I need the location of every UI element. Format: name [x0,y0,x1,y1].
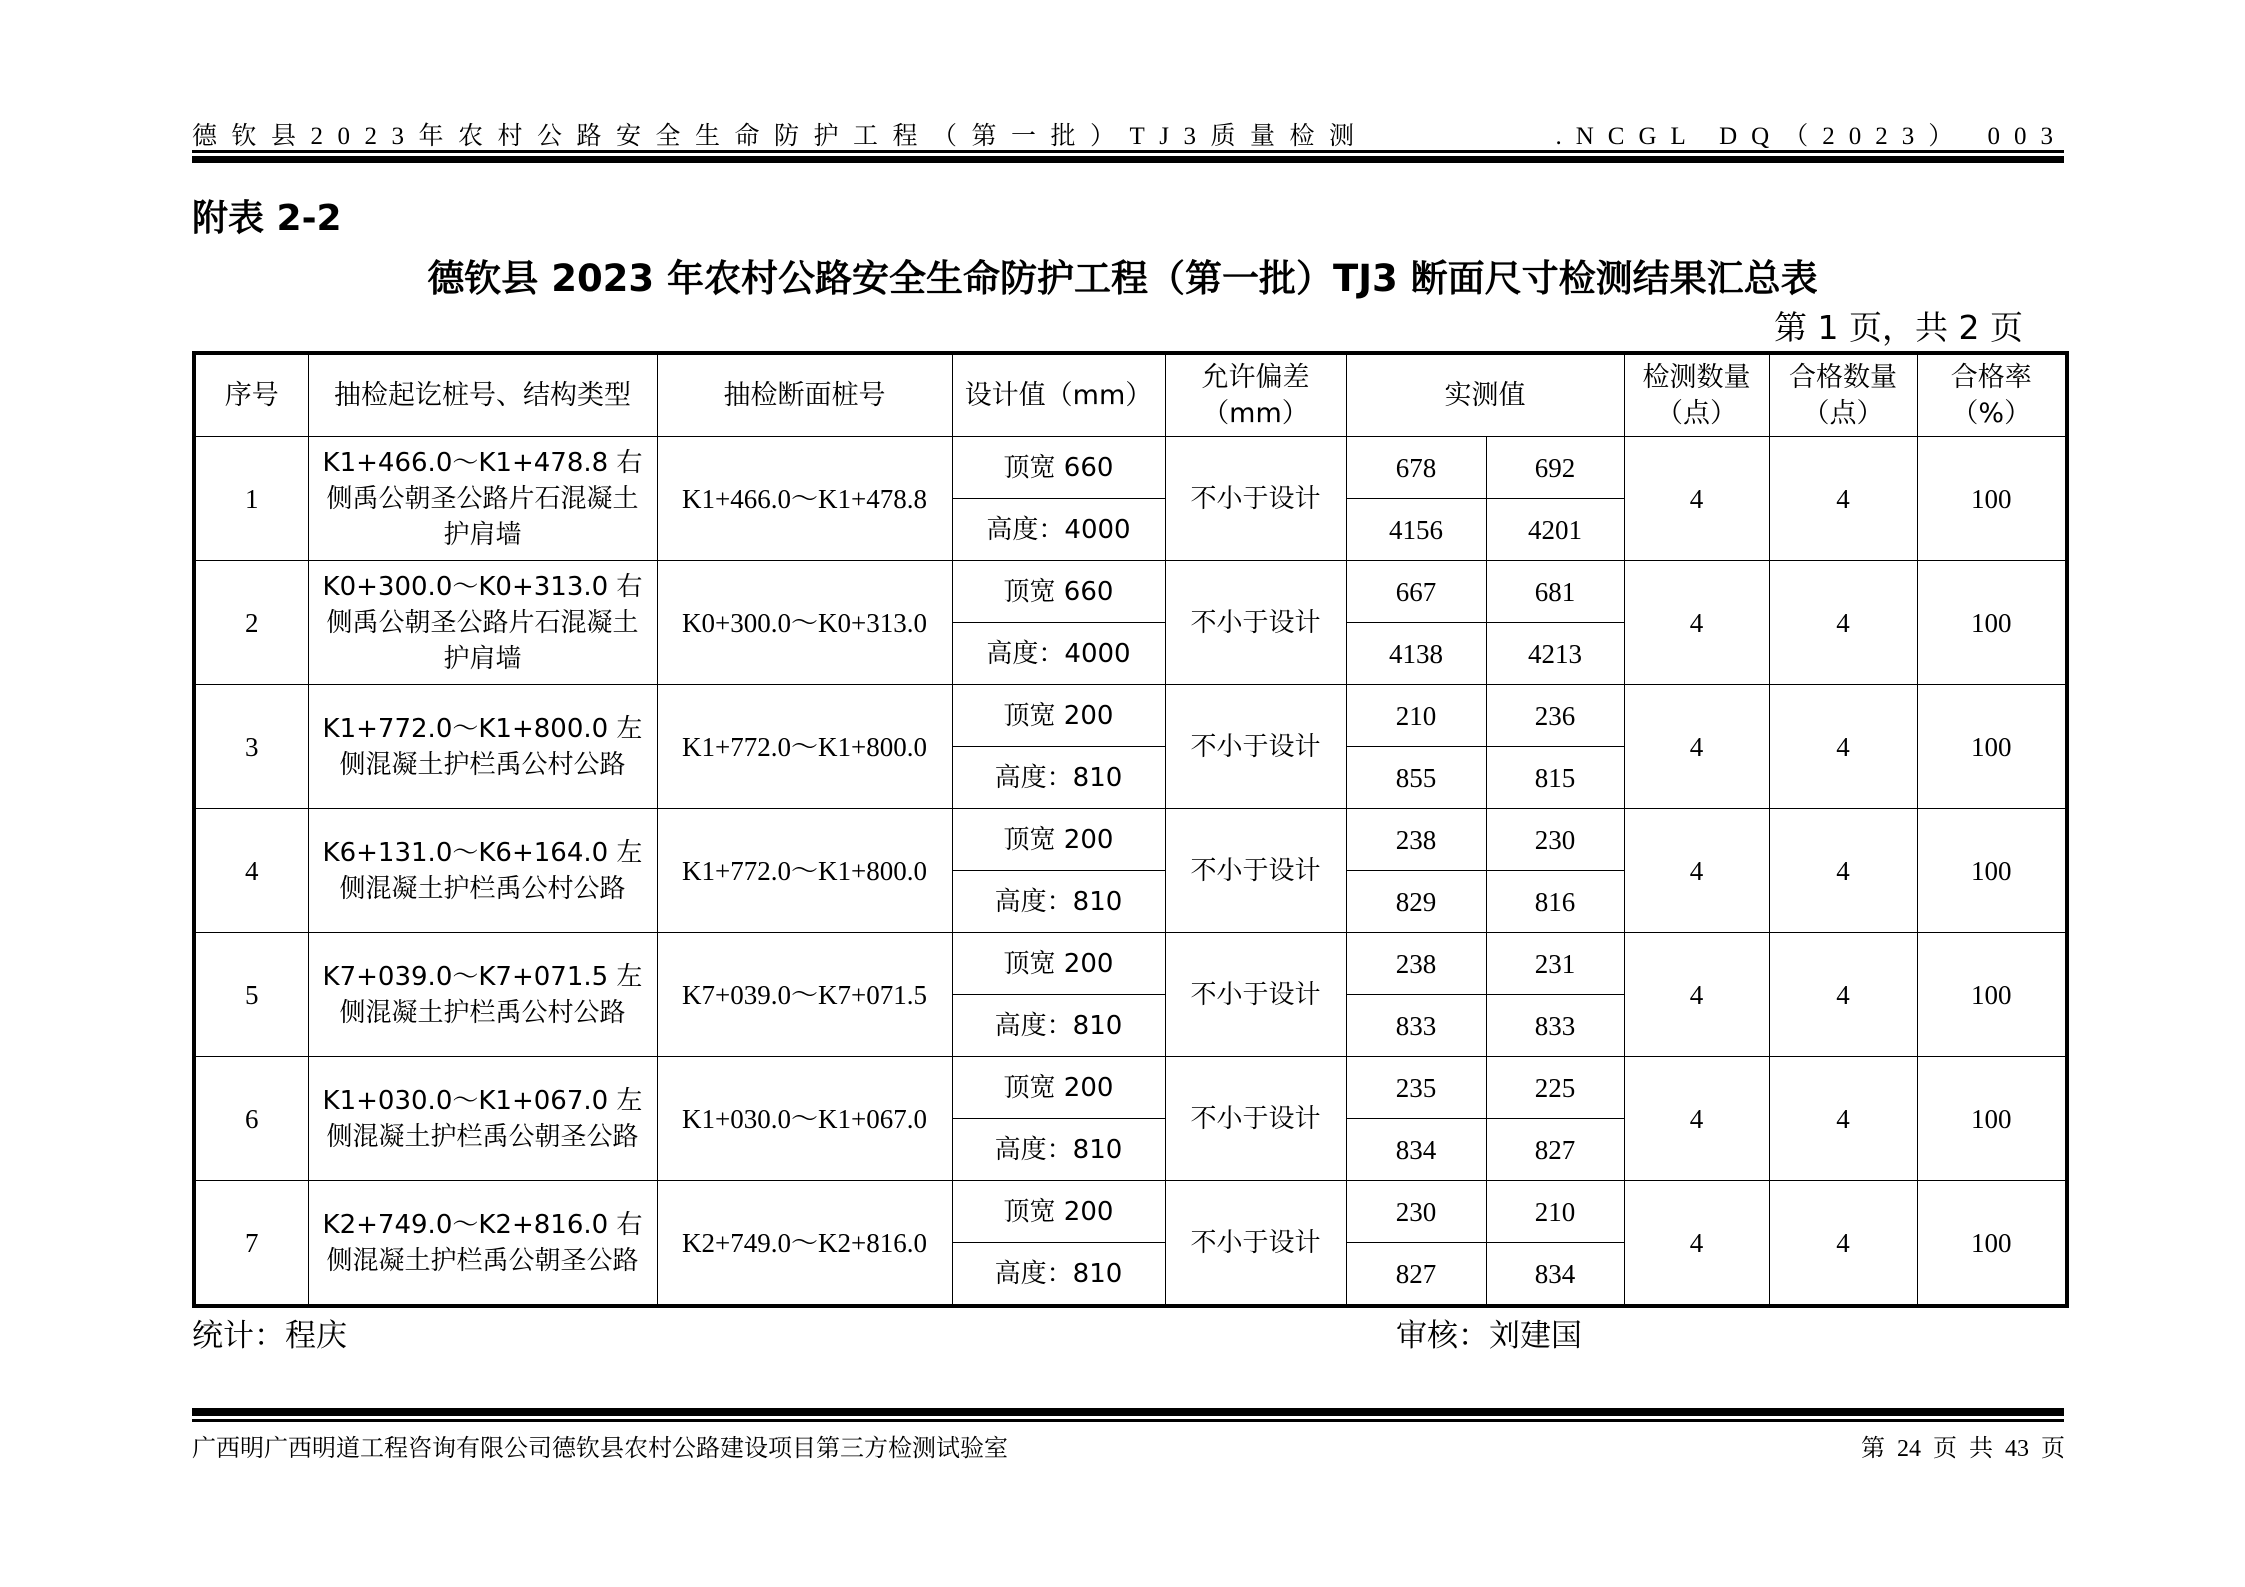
footer-organization: 广西明广西明道工程咨询有限公司德钦县农村公路建设项目第三方检测试验室 [192,1434,1008,1462]
cell-passed: 4 [1769,561,1917,685]
cell-count: 4 [1624,809,1769,933]
cell-range-type: K1+030.0～K1+067.0 左侧混凝土护栏禹公朝圣公路 [308,1057,657,1181]
cell-rate: 100 [1917,685,2067,809]
table-row [194,685,2067,747]
cell-section: K1+772.0～K1+800.0 [657,809,952,933]
cell-measured-height-2: 4213 [1486,623,1624,685]
cell-measured-top-2: 225 [1486,1057,1624,1119]
footer-page-number: 第 24 页 共 43 页 [1861,1436,2065,1462]
cell-measured-top-1: 235 [1346,1057,1486,1119]
cell-rate: 100 [1917,809,2067,933]
cell-passed: 4 [1769,809,1917,933]
cell-passed: 4 [1769,933,1917,1057]
cell-section: K1+772.0～K1+800.0 [657,685,952,809]
cell-passed: 4 [1769,437,1917,561]
cell-measured-top-2: 210 [1486,1181,1624,1243]
cell-measured-top-1: 238 [1346,809,1486,871]
cell-count: 4 [1624,1181,1769,1307]
cell-seq: 7 [194,1181,308,1307]
cell-rate: 100 [1917,1181,2067,1307]
col-header-design: 设计值（mm） [952,353,1165,437]
cell-range-type: K1+466.0～K1+478.8 右侧禹公朝圣公路片石混凝土护肩墙 [308,437,657,561]
cell-tolerance: 不小于设计 [1165,809,1346,933]
cell-rate: 100 [1917,437,2067,561]
cell-measured-height-1: 827 [1346,1243,1486,1307]
cell-range-type: K0+300.0～K0+313.0 右侧禹公朝圣公路片石混凝土护肩墙 [308,561,657,685]
cell-design-top: 顶宽 200 [952,685,1165,747]
cell-measured-top-2: 236 [1486,685,1624,747]
cell-seq: 6 [194,1057,308,1181]
cell-passed: 4 [1769,1181,1917,1307]
col-header-passed-line2: （点） [1802,397,1884,429]
col-header-tolerance-line1: 允许偏差 [1201,361,1310,393]
col-header-range-type: 抽检起讫桩号、结构类型 [308,353,657,437]
cell-measured-top-1: 238 [1346,933,1486,995]
cell-design-top: 顶宽 660 [952,561,1165,623]
cell-measured-height-1: 855 [1346,747,1486,809]
cell-design-top: 顶宽 200 [952,1181,1165,1243]
col-header-rate-line1: 合格率 [1950,361,2032,393]
col-header-rate-line2: （%） [1951,397,2032,429]
cell-measured-top-1: 210 [1346,685,1486,747]
cell-design-top: 顶宽 200 [952,809,1165,871]
cell-range-type: K1+772.0～K1+800.0 左侧混凝土护栏禹公村公路 [308,685,657,809]
cell-count: 4 [1624,561,1769,685]
col-header-measured: 实测值 [1346,353,1624,437]
cell-tolerance: 不小于设计 [1165,561,1346,685]
cell-seq: 5 [194,933,308,1057]
col-header-seq: 序号 [194,353,308,437]
cell-rate: 100 [1917,561,2067,685]
cell-measured-top-1: 230 [1346,1181,1486,1243]
cell-seq: 2 [194,561,308,685]
cell-design-height: 高度：4000 [952,499,1165,561]
cell-measured-top-1: 667 [1346,561,1486,623]
cell-passed: 4 [1769,1057,1917,1181]
cell-measured-top-1: 678 [1346,437,1486,499]
cell-measured-height-1: 829 [1346,871,1486,933]
cell-count: 4 [1624,685,1769,809]
cell-measured-top-2: 231 [1486,933,1624,995]
cell-measured-top-2: 230 [1486,809,1624,871]
cell-measured-height-1: 4156 [1346,499,1486,561]
cell-tolerance: 不小于设计 [1165,685,1346,809]
cell-measured-height-2: 4201 [1486,499,1624,561]
cell-design-height: 高度：810 [952,1243,1165,1307]
cell-range-type: K2+749.0～K2+816.0 右侧混凝土护栏禹公朝圣公路 [308,1181,657,1307]
col-header-rate [1917,353,2067,437]
col-header-count [1624,353,1769,437]
cell-count: 4 [1624,437,1769,561]
table-row [194,933,2067,995]
cell-tolerance: 不小于设计 [1165,437,1346,561]
cell-tolerance: 不小于设计 [1165,1057,1346,1181]
table-page-info: 第 1 页，共 2 页 [1774,308,2023,347]
cell-measured-height-1: 834 [1346,1119,1486,1181]
cell-measured-top-2: 692 [1486,437,1624,499]
cell-design-height: 高度：810 [952,871,1165,933]
cell-measured-top-2: 681 [1486,561,1624,623]
col-header-tolerance [1165,353,1346,437]
footer-rule-thick [192,1408,2064,1416]
cell-design-height: 高度：810 [952,747,1165,809]
table-row [194,1057,2067,1119]
cell-measured-height-1: 833 [1346,995,1486,1057]
cell-passed: 4 [1769,685,1917,809]
col-header-count-line2: （点） [1656,397,1737,429]
cell-tolerance: 不小于设计 [1165,1181,1346,1307]
appendix-label: 附表 2-2 [192,198,342,239]
cell-design-top: 顶宽 660 [952,437,1165,499]
cell-count: 4 [1624,1057,1769,1181]
cell-measured-height-2: 815 [1486,747,1624,809]
footer-rule-thin [192,1419,2064,1422]
cell-measured-height-2: 816 [1486,871,1624,933]
table-row [194,561,2067,623]
cell-design-height: 高度：810 [952,1119,1165,1181]
cell-tolerance: 不小于设计 [1165,933,1346,1057]
cell-section: K0+300.0～K0+313.0 [657,561,952,685]
results-table [192,351,2069,1308]
table-title: 德钦县 2023 年农村公路安全生命防护工程（第一批）TJ3 断面尺寸检测结果汇总表 [427,257,1818,300]
cell-seq: 4 [194,809,308,933]
header-rule-thin [192,150,2064,153]
cell-count: 4 [1624,933,1769,1057]
col-header-passed-line1: 合格数量 [1789,361,1897,393]
cell-seq: 3 [194,685,308,809]
cell-section: K2+749.0～K2+816.0 [657,1181,952,1307]
cell-measured-height-2: 834 [1486,1243,1624,1307]
table-row [194,437,2067,499]
running-header-title: 德钦县2023年农村公路安全生命防护工程（第一批）TJ3质量检测 [192,123,1369,150]
cell-section: K1+030.0～K1+067.0 [657,1057,952,1181]
cell-rate: 100 [1917,1057,2067,1181]
cell-range-type: K7+039.0～K7+071.5 左侧混凝土护栏禹公村公路 [308,933,657,1057]
header-rule-thick [192,156,2064,163]
cell-design-top: 顶宽 200 [952,1057,1165,1119]
col-header-tolerance-line2: （mm） [1202,397,1309,429]
statistics-signature: 统计：程庆 [192,1318,347,1354]
running-header-report-number: .NCGL DQ（2023） 003 [1555,123,2067,150]
table-header-row [194,353,2067,437]
cell-measured-height-2: 833 [1486,995,1624,1057]
cell-seq: 1 [194,437,308,561]
col-header-section: 抽检断面桩号 [657,353,952,437]
cell-rate: 100 [1917,933,2067,1057]
cell-section: K1+466.0～K1+478.8 [657,437,952,561]
cell-design-height: 高度：4000 [952,623,1165,685]
table-row [194,1181,2067,1243]
cell-measured-height-2: 827 [1486,1119,1624,1181]
cell-design-top: 顶宽 200 [952,933,1165,995]
col-header-count-line1: 检测数量 [1642,361,1751,393]
cell-section: K7+039.0～K7+071.5 [657,933,952,1057]
review-signature: 审核：刘建国 [1396,1318,1582,1354]
table-row [194,809,2067,871]
cell-design-height: 高度：810 [952,995,1165,1057]
cell-range-type: K6+131.0～K6+164.0 左侧混凝土护栏禹公村公路 [308,809,657,933]
cell-measured-height-1: 4138 [1346,623,1486,685]
col-header-passed [1769,353,1917,437]
